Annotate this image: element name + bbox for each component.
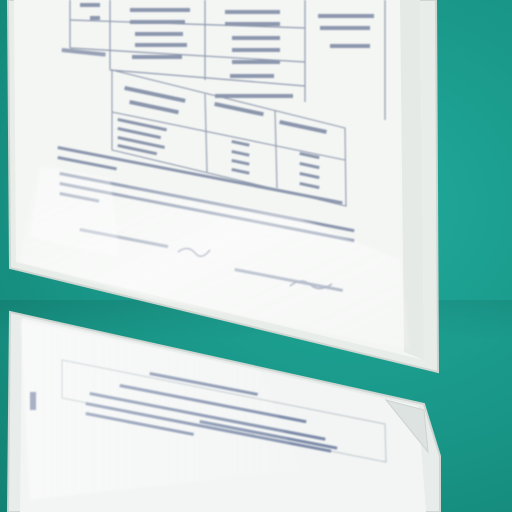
top-document: [8, 0, 438, 372]
